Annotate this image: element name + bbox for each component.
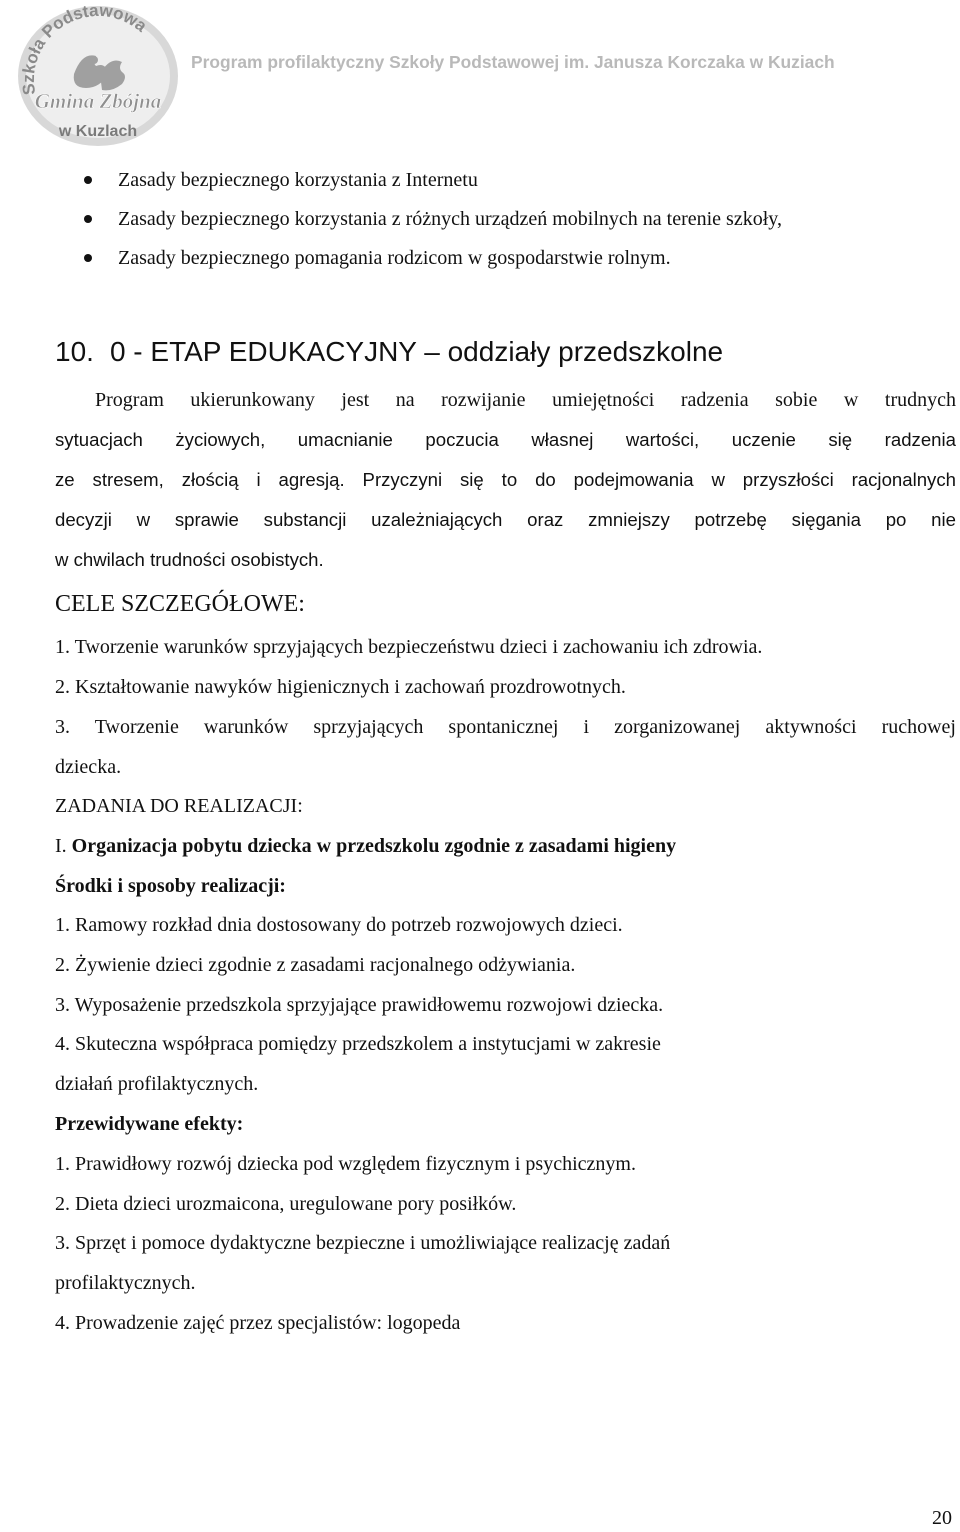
paragraph-line: sytuacjach życiowych, umacnianie poczucia własnej wartości, uczenie się radzenia <box>55 429 956 450</box>
means-item: 3. Wyposażenie przedszkola sprzyjające prawidłowemu rozwojowi dziecka. <box>55 994 664 1016</box>
effects-title: Przewidywane efekty: <box>55 1113 244 1135</box>
goals-title: CELE SZCZEGÓŁOWE: <box>55 591 305 617</box>
means-title: Środki i sposoby realizacji: <box>55 875 286 897</box>
logo-text-top: Szkoła Podstawowa <box>18 4 151 97</box>
paragraph-line: ze stresem, złością i agresją. Przyczyni się to do podejmowania w przyszłości racjonalnych <box>55 469 956 490</box>
section-title: 0 - ETAP EDUKACYJNY – oddziały przedszkolne <box>109 336 724 367</box>
page-number: 20 <box>932 1507 952 1529</box>
paragraph-line: w chwilach trudności osobistych. <box>55 549 324 570</box>
list-item: Zasady bezpiecznego korzystania z różnych urządzeń mobilnych na terenie szkoły, <box>82 199 782 239</box>
means-item: 4. Skuteczna współpraca pomiędzy przedszkolem a instytucjami w zakresie <box>55 1033 661 1055</box>
school-logo <box>14 4 180 148</box>
bullet-icon <box>84 254 92 262</box>
bullet-icon <box>84 176 92 184</box>
effects-item: 3. Sprzęt i pomoce dydaktyczne bezpieczne i umożliwiające realizację zadań <box>55 1232 671 1254</box>
header-title: Program profilaktyczny Szkoły Podstawowej im. Janusza Korczaka w Kuziach <box>191 52 835 72</box>
page-header <box>0 0 960 150</box>
effects-item: profilaktycznych. <box>55 1272 196 1294</box>
effects-item: 4. Prowadzenie zajęć przez specjalistów: logopeda <box>55 1312 461 1334</box>
section-number: 10. <box>55 336 94 367</box>
task-title: Organizacja pobytu dziecka w przedszkolu zgodnie z zasadami higieny <box>71 835 677 857</box>
logo-text-bottom: w Kuzlach <box>58 123 138 140</box>
goal-item: dziecka. <box>55 756 122 778</box>
intro-paragraph <box>55 420 956 580</box>
goal-item: 2. Kształtowanie nawyków higienicznych i zachowań prozdrowotnych. <box>55 676 626 698</box>
effects-item: 1. Prawidłowy rozwój dziecka pod względem fizycznym i psychicznym. <box>55 1153 636 1175</box>
goal-item: 3. Tworzenie warunków sprzyjających spontanicznej i zorganizowanej aktywności ruchowej <box>55 716 956 738</box>
effects-item: 2. Dieta dzieci urozmaicona, uregulowane pory posiłków. <box>55 1193 517 1215</box>
means-item: 1. Ramowy rozkład dnia dostosowany do potrzeb rozwojowych dzieci. <box>55 914 623 936</box>
bullet-icon <box>84 215 92 223</box>
list-item: Zasady bezpiecznego korzystania z Internetu <box>82 160 478 200</box>
means-item: 2. Żywienie dzieci zgodnie z zasadami racjonalnego odżywiania. <box>55 954 576 976</box>
goal-item: 1. Tworzenie warunków sprzyjających bezpieczeństwu dzieci i zachowaniu ich zdrowia. <box>55 636 763 658</box>
task-heading <box>55 826 676 866</box>
logo-text-middle: Gmina Zbójna <box>34 89 162 113</box>
paragraph-line: decyzji w sprawie substancji uzależniających oraz zmniejszy potrzebę sięgania po nie <box>55 509 956 530</box>
task-number: I. <box>55 835 67 857</box>
section-heading <box>55 330 723 374</box>
means-item: działań profilaktycznych. <box>55 1073 259 1095</box>
list-item: Zasady bezpiecznego pomagania rodzicom w gospodarstwie rolnym. <box>82 238 671 278</box>
intro-first-line: Program ukierunkowany jest na rozwijanie umiejętności radzenia sobie w trudnych <box>95 389 956 411</box>
tasks-title: ZADANIA DO REALIZACJI: <box>55 795 303 817</box>
